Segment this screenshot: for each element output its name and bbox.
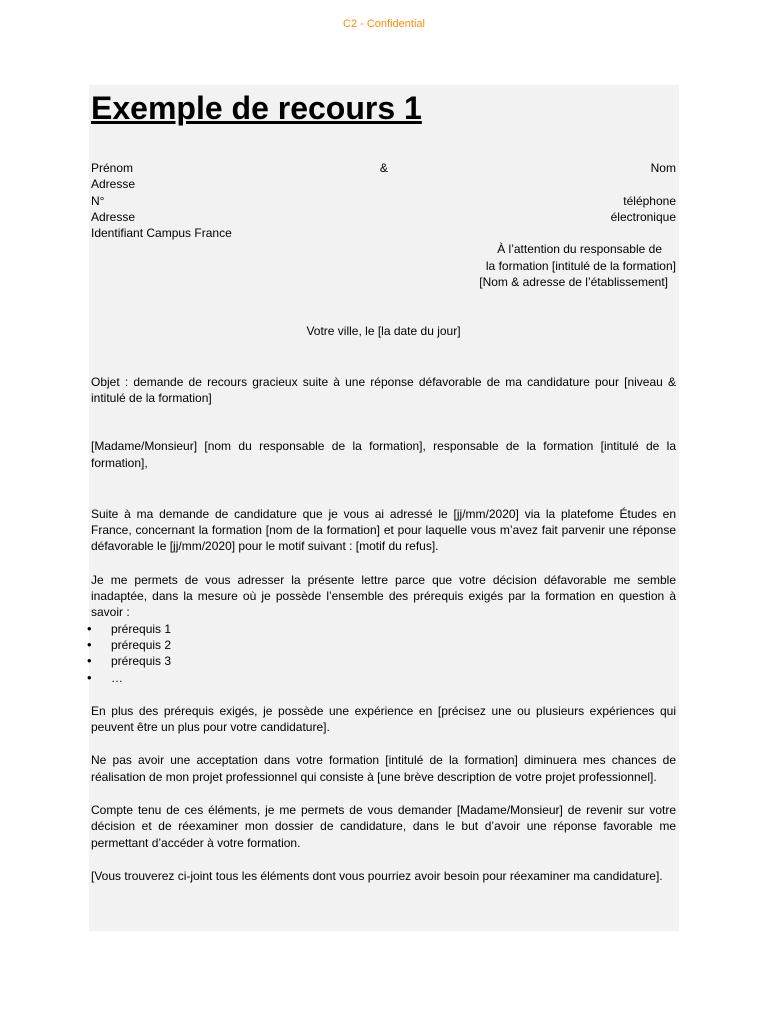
paragraph-1: Suite à ma demande de candidature que je vous ai adressé le [jj/mm/2020] via la platefome Études en France, concernant la formation [nom de la formation] et pour laquelle vous m’avez fait parvenir une réponse défavorable le [jj/mm/2020] pour le motif suivant : [motif du refus]. bbox=[91, 506, 676, 554]
number-label: N° bbox=[91, 193, 105, 208]
email-electronic-label: électronique bbox=[610, 209, 676, 224]
paragraph-6: [Vous trouverez ci-joint tous les éléments dont vous pourriez avoir besoin pour réexaminer ma candidature]. bbox=[91, 868, 663, 883]
list-item: • … bbox=[91, 670, 676, 686]
attention-line-1: À l’attention du responsable de bbox=[497, 242, 662, 257]
name-line bbox=[91, 160, 676, 176]
attention-block bbox=[91, 241, 676, 290]
last-name-label: Nom bbox=[650, 161, 676, 175]
paragraph-3: En plus des prérequis exigés, je possède une expérience en [précisez une ou plusieurs expériences qui peuvent être un plus pour votre candidature]. bbox=[91, 703, 676, 735]
paragraph-4: Ne pas avoir une acceptation dans votre formation [intitulé de la formation] diminuera mes chances de réalisation de mon projet professionnel qui consiste à [une brève description de votre projet professionnel]. bbox=[91, 753, 676, 784]
city-date: Votre ville, le [la date du jour] bbox=[306, 324, 461, 339]
first-name-label: Prénom bbox=[91, 161, 134, 175]
letter-title: Exemple de recours 1 bbox=[91, 90, 422, 126]
paragraph-5: Compte tenu de ces éléments, je me permets de vous demander [Madame/Monsieur] de revenir sur votre décision et de réexaminer mon dossier de candidature, dans le but d’avoir une réponse favorable me permettant d’accéder à votre formation. bbox=[91, 803, 676, 850]
list-item: • prérequis 2 bbox=[91, 637, 676, 653]
list-item: • prérequis 3 bbox=[91, 653, 676, 669]
letter-body bbox=[91, 88, 676, 884]
prerequisites-list bbox=[91, 621, 676, 686]
salutation: [Madame/Monsieur] [nom du responsable de la formation], responsable de la formation [intitulé de la formation], bbox=[91, 439, 676, 470]
object-line: Objet : demande de recours gracieux suite à une réponse défavorable de ma candidature pour [niveau & intitulé de la formation] bbox=[91, 374, 676, 405]
paragraph-2: Je me permets de vous adresser la présente lettre parce que votre décision défavorable me semble inadaptée, dans la mesure où je possède l’ensemble des prérequis exigés par la formation en question à savoir : bbox=[91, 572, 676, 620]
address-label: Adresse bbox=[91, 177, 136, 192]
ampersand: & bbox=[379, 161, 388, 175]
attention-line-3: [Nom & adresse de l’établissement] bbox=[479, 275, 668, 290]
list-item: • prérequis 1 bbox=[91, 621, 676, 637]
phone-label: téléphone bbox=[623, 193, 676, 208]
phone-line bbox=[91, 193, 676, 209]
attention-line-2: la formation [intitulé de la formation] bbox=[485, 258, 676, 273]
email-address-label: Adresse bbox=[91, 209, 136, 224]
email-line bbox=[91, 209, 676, 225]
campus-france-id-label: Identifiant Campus France bbox=[91, 226, 232, 241]
confidential-label: C2 - Confidential bbox=[343, 18, 425, 30]
